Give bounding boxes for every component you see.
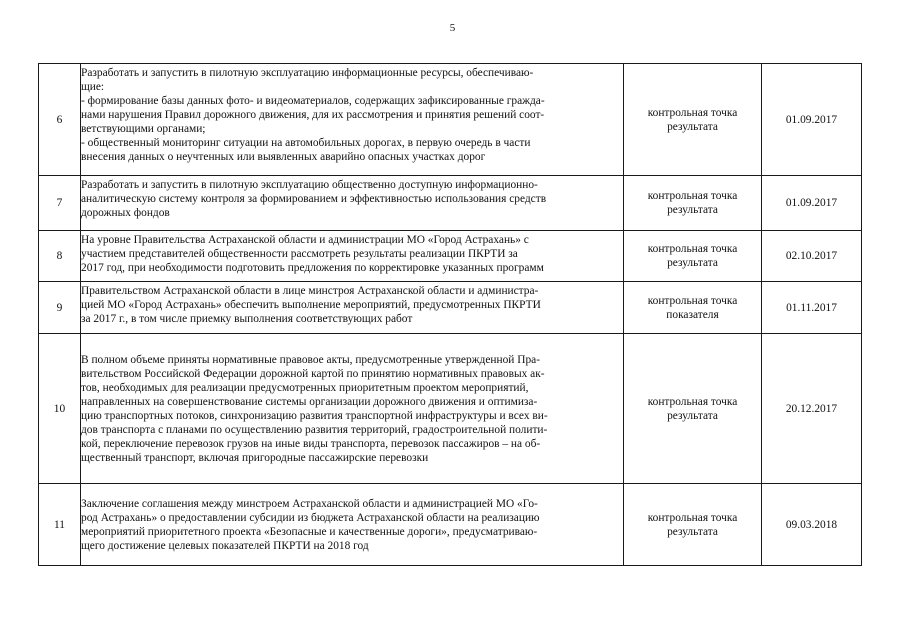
- description-line: В полном объеме приняты нормативные правовое акты, предусмотренные утвержденной Пра-: [81, 353, 540, 366]
- row-milestone-type: [624, 64, 762, 176]
- row-milestone-type: [624, 334, 762, 484]
- row-date: 01.09.2017: [762, 64, 862, 176]
- milestone-type-line: результата: [667, 204, 718, 216]
- milestone-type-line: контрольная точка: [647, 511, 738, 524]
- row-description: [81, 484, 624, 566]
- row-description: [81, 64, 624, 176]
- description-line: На уровне Правительства Астраханской области и администрации МО «Город Астрахань» с: [81, 234, 529, 246]
- table-row: [39, 64, 862, 176]
- row-description: [81, 334, 624, 484]
- row-date: 02.10.2017: [762, 231, 862, 282]
- description-line: дов транспорта с планами по осуществлению развития территорий, градостроительной полити-: [81, 423, 548, 436]
- description-line: участием представителей общественности рассмотреть результаты реализации ПКРТИ за: [81, 248, 518, 260]
- description-line: аналитическую систему контроля за формированием и эффективностью использования средств: [81, 193, 547, 205]
- description-line: мероприятий приоритетного проекта «Безопасные и качественные дороги», предусматриваю-: [81, 525, 538, 538]
- row-number: 10: [39, 334, 81, 484]
- description-line: тов, необходимых для реализации предусмотренных приоритетным проектом мероприятий,: [81, 381, 529, 394]
- description-line: дорожных фондов: [81, 207, 170, 219]
- table-row: [39, 282, 862, 334]
- milestone-type-line: контрольная точка: [647, 106, 738, 119]
- milestone-type-line: результата: [667, 257, 718, 269]
- milestone-type-line: контрольная точка: [647, 190, 738, 202]
- page-number: 5: [449, 22, 456, 34]
- description-line: Разработать и запустить в пилотную эксплуатацию информационные ресурсы, обеспечиваю-: [81, 67, 534, 79]
- row-milestone-type: [624, 231, 762, 282]
- description-line: - формирование базы данных фото- и видеоматериалов, содержащих зафиксированные гражда-: [81, 95, 545, 107]
- milestone-type-line: контрольная точка: [647, 294, 738, 307]
- milestone-type-line: контрольная точка: [647, 243, 738, 255]
- row-number: 7: [39, 176, 81, 231]
- description-line: щественный транспорт, включая пригородные пассажирские перевозки: [81, 451, 429, 464]
- milestone-type-line: контрольная точка: [647, 395, 738, 408]
- description-line: цию транспортных потоков, синхронизацию развития транспортной инфраструктуры и всех ви-: [81, 409, 548, 422]
- milestones-table-body: [39, 64, 862, 566]
- description-line: вительством Российской Федерации дорожной картой по принятию нормативных правовых ак-: [81, 367, 545, 380]
- milestone-type-line: результата: [667, 525, 718, 538]
- description-line: за 2017 г., в том числе приемку выполнения соответствующих работ: [81, 313, 413, 325]
- row-date: 01.11.2017: [762, 282, 862, 334]
- row-milestone-type: [624, 176, 762, 231]
- table-row: [39, 484, 862, 566]
- table-row: [39, 231, 862, 282]
- milestones-table: [38, 63, 862, 566]
- row-date: 01.09.2017: [762, 176, 862, 231]
- description-line: Разработать и запустить в пилотную эксплуатацию общественно доступную информационно-: [81, 179, 538, 191]
- milestone-type-line: показателя: [666, 308, 719, 321]
- description-line: цией МО «Город Астрахань» обеспечить выполнение мероприятий, предусмотренных ПКРТИ: [81, 299, 541, 311]
- description-line: внесения данных о неучтенных или выявленных аварийно опасных участках дорог: [81, 151, 486, 163]
- row-description: [81, 231, 624, 282]
- row-description: [81, 176, 624, 231]
- row-milestone-type: [624, 282, 762, 334]
- row-description: [81, 282, 624, 334]
- description-line: нами нарушения Правил дорожного движения, для их рассмотрения и принятия решений соот-: [81, 109, 545, 121]
- description-line: Правительством Астраханской области в лице минстроя Астраханской области и администра-: [81, 285, 539, 297]
- table-row: [39, 176, 862, 231]
- row-number: 8: [39, 231, 81, 282]
- row-date: 09.03.2018: [762, 484, 862, 566]
- description-line: направленных на совершенствование системы организации дорожного движения и оптимиза-: [81, 395, 538, 408]
- milestone-type-line: результата: [667, 409, 718, 422]
- table-row: [39, 334, 862, 484]
- row-number: 6: [39, 64, 81, 176]
- description-line: щие:: [81, 81, 105, 93]
- description-line: - общественный мониторинг ситуации на автомобильных дорогах, в первую очередь в части: [81, 137, 531, 149]
- description-line: кой, переключение перевозок грузов на иные виды транспорта, перевозок пассажиров – на об-: [81, 437, 541, 450]
- milestone-type-line: результата: [667, 120, 718, 133]
- description-line: ветствующими органами;: [81, 123, 206, 135]
- description-line: 2017 год, при необходимости подготовить предложения по корректировке указанных программ: [81, 262, 544, 274]
- description-line: Заключение соглашения между минстроем Астраханской области и администрацией МО «Го-: [81, 497, 538, 510]
- description-line: род Астрахань» о предоставлении субсидии из бюджета Астраханской области на реализацию: [81, 511, 540, 524]
- row-milestone-type: [624, 484, 762, 566]
- description-line: щего достижение целевых показателей ПКРТИ на 2018 год: [81, 539, 369, 552]
- row-date: 20.12.2017: [762, 334, 862, 484]
- row-number: 9: [39, 282, 81, 334]
- row-number: 11: [39, 484, 81, 566]
